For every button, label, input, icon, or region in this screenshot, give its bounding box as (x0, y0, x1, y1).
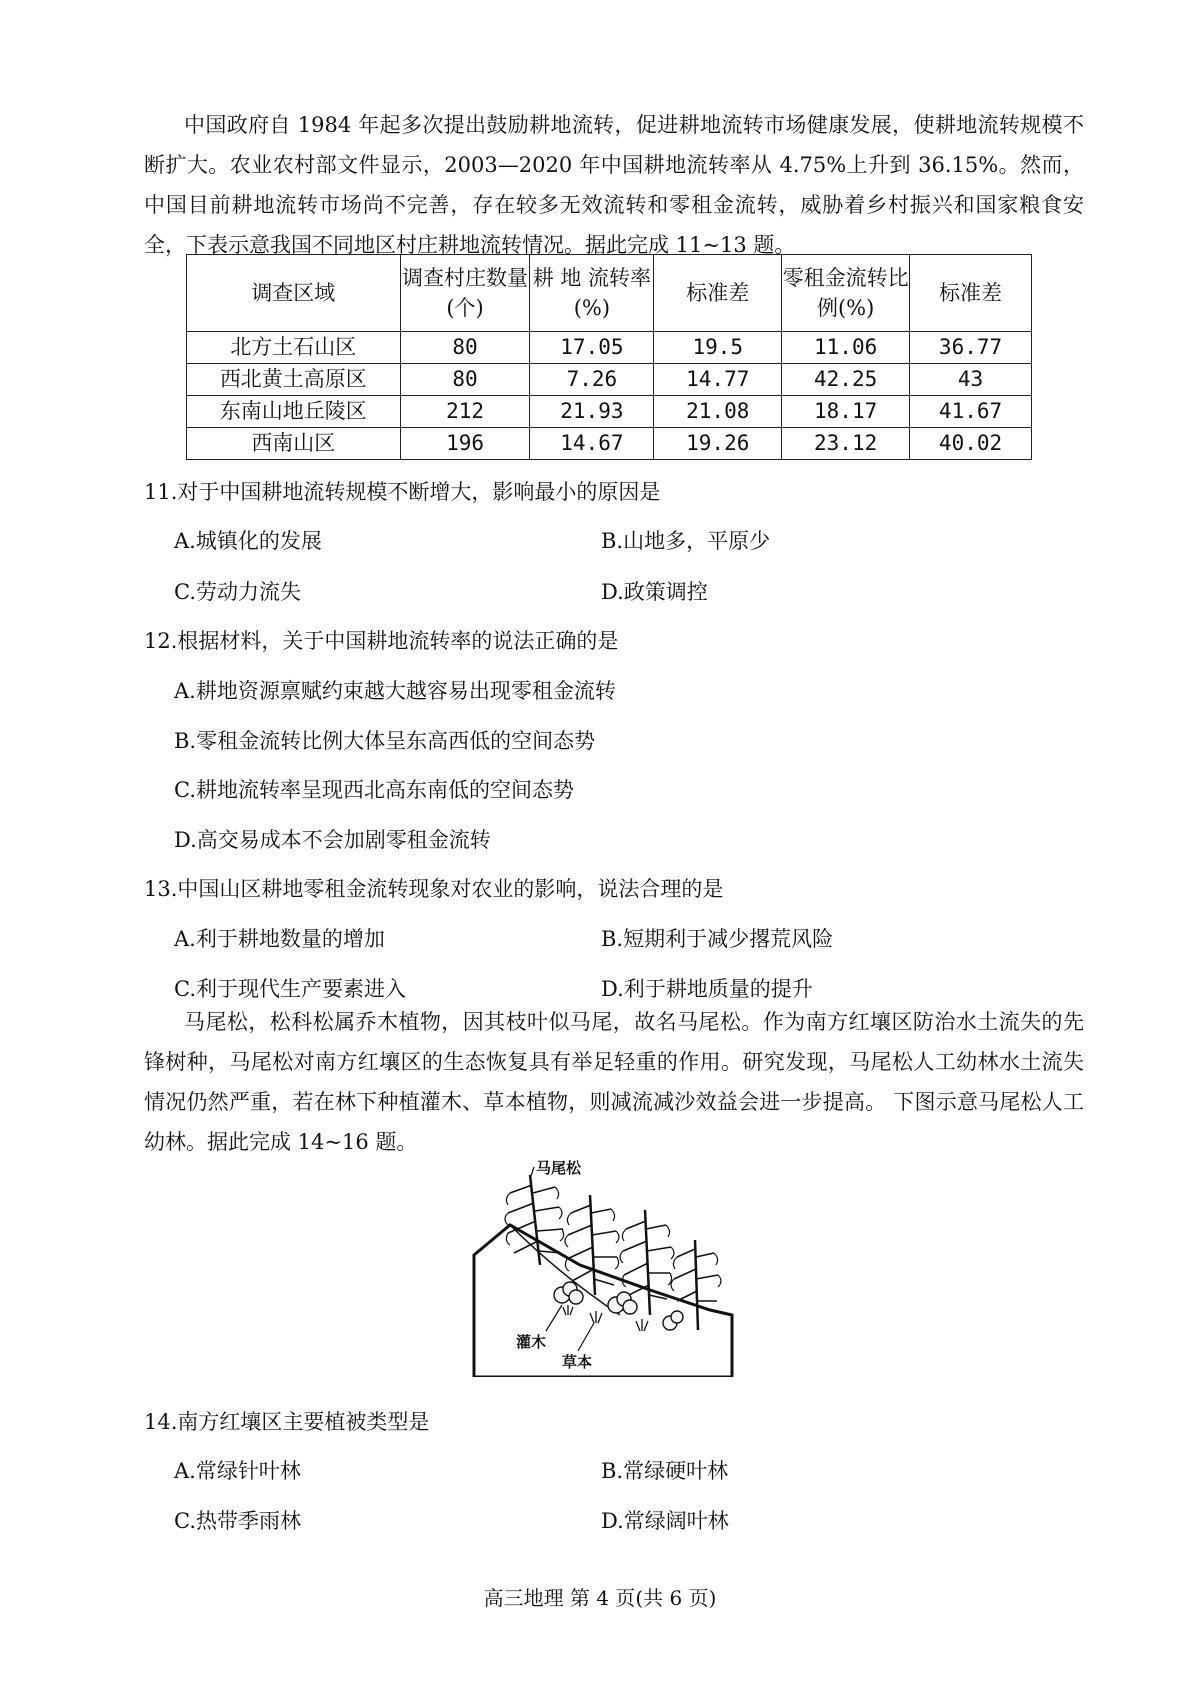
table-cell: 21.93 (530, 396, 654, 428)
table-cell: 北方土石山区 (187, 332, 401, 364)
table-header: 调查区域 (187, 255, 401, 332)
table-cell: 80 (400, 332, 530, 364)
table-header: 耕 地 流转率(%) (530, 255, 654, 332)
question-14-option-c: C.热带季雨林 (174, 1509, 301, 1533)
question-13-stem: 13.中国山区耕地零租金流转现象对农业的影响，说法合理的是 (144, 877, 724, 901)
table-cell: 43 (910, 364, 1032, 396)
table-cell: 11.06 (782, 332, 910, 364)
shrub-icon (554, 1282, 683, 1330)
question-12-option-b: B.零租金流转比例大体呈东高西低的空间态势 (174, 729, 596, 753)
table-cell: 17.05 (530, 332, 654, 364)
question-12-option-d: D.高交易成本不会加剧零租金流转 (174, 828, 491, 852)
question-11-option-d: D.政策调控 (601, 580, 708, 604)
passage-2: 马尾松，松科松属乔木植物，因其枝叶似马尾，故名马尾松。作为南方红壤区防治水土流失的先锋树种，马尾松对南方红壤区的生态恢复具有举足轻重的作用。研究发现，马尾松人工幼林水土流失情况仍然严重，若在林下种植灌木、草本植物，则减流减沙效益会进一步提高。 下图示意马尾松人工幼林。据此完成 14~16 题。 (144, 1010, 1084, 1154)
question-11-option-c: C.劳动力流失 (174, 580, 301, 604)
question-14-option-b: B.常绿硬叶林 (601, 1459, 729, 1483)
table-row (187, 428, 1032, 460)
table-cell: 西南山区 (187, 428, 401, 460)
table-cell: 41.67 (910, 396, 1032, 428)
question-13-option-d: D.利于耕地质量的提升 (601, 977, 813, 1001)
table-cell: 23.12 (782, 428, 910, 460)
label-shrub: 灌木 (516, 1333, 547, 1351)
table-cell: 80 (400, 364, 530, 396)
label-masson-pine: 马尾松 (536, 1159, 582, 1177)
passage-1: 中国政府自 1984 年起多次提出鼓励耕地流转，促进耕地流转市场健康发展，使耕地流转规模不断扩大。农业农村部文件显示，2003—2020 年中国耕地流转率从 4.75%上升到 36.15%。然而，中国目前耕地流转市场尚不完善，存在较多无效流转和零租金流转，威胁着乡村振兴和国家粮食安全，下表示意我国不同地区村庄耕地流转情况。据此完成 11~13 题。 (144, 113, 1084, 257)
table-row (187, 364, 1032, 396)
table-cell: 19.26 (654, 428, 782, 460)
table-header: 调查村庄数量(个) (400, 255, 530, 332)
table-cell: 西北黄土高原区 (187, 364, 401, 396)
table-cell: 东南山地丘陵区 (187, 396, 401, 428)
table-cell: 18.17 (782, 396, 910, 428)
table-header: 标准差 (910, 255, 1032, 332)
table-cell: 14.67 (530, 428, 654, 460)
question-14-option-a: A.常绿针叶林 (174, 1459, 301, 1483)
table-header: 零租金流转比例(%) (782, 255, 910, 332)
table-header: 标准差 (654, 255, 782, 332)
hill-outline-icon (474, 1225, 732, 1377)
question-11-stem: 11.对于中国耕地流转规模不断增大，影响最小的原因是 (144, 480, 661, 504)
table-row (187, 332, 1032, 364)
table-cell: 40.02 (910, 428, 1032, 460)
question-13-option-a: A.利于耕地数量的增加 (174, 927, 385, 951)
table-cell: 212 (400, 396, 530, 428)
question-12-option-a: A.耕地资源禀赋约束越大越容易出现零租金流转 (174, 679, 616, 703)
question-13-option-b: B.短期利于减少撂荒风险 (601, 927, 834, 951)
table-cell: 14.77 (654, 364, 782, 396)
question-11-option-b: B.山地多，平原少 (601, 529, 771, 553)
question-14-stem: 14.南方红壤区主要植被类型是 (144, 1410, 430, 1434)
question-11-option-a: A.城镇化的发展 (174, 529, 322, 553)
question-14-option-d: D.常绿阔叶林 (601, 1509, 729, 1533)
table-row (187, 396, 1032, 428)
question-13-option-c: C.利于现代生产要素进入 (174, 977, 406, 1001)
table-cell: 36.77 (910, 332, 1032, 364)
table-cell: 19.5 (654, 332, 782, 364)
table-header-row (187, 255, 1032, 332)
pine-tree-icon (565, 1195, 619, 1295)
farmland-transfer-table (186, 254, 1032, 460)
table-cell: 7.26 (530, 364, 654, 396)
label-grass: 草本 (562, 1353, 593, 1371)
table-cell: 196 (400, 428, 530, 460)
question-12-stem: 12.根据材料，关于中国耕地流转率的说法正确的是 (144, 629, 619, 653)
page-footer: 高三地理 第 4 页(共 6 页) (483, 1586, 717, 1610)
question-12-option-c: C.耕地流转率呈现西北高东南低的空间态势 (174, 778, 574, 802)
table-cell: 42.25 (782, 364, 910, 396)
masson-pine-figure (470, 1155, 740, 1377)
table-cell: 21.08 (654, 396, 782, 428)
